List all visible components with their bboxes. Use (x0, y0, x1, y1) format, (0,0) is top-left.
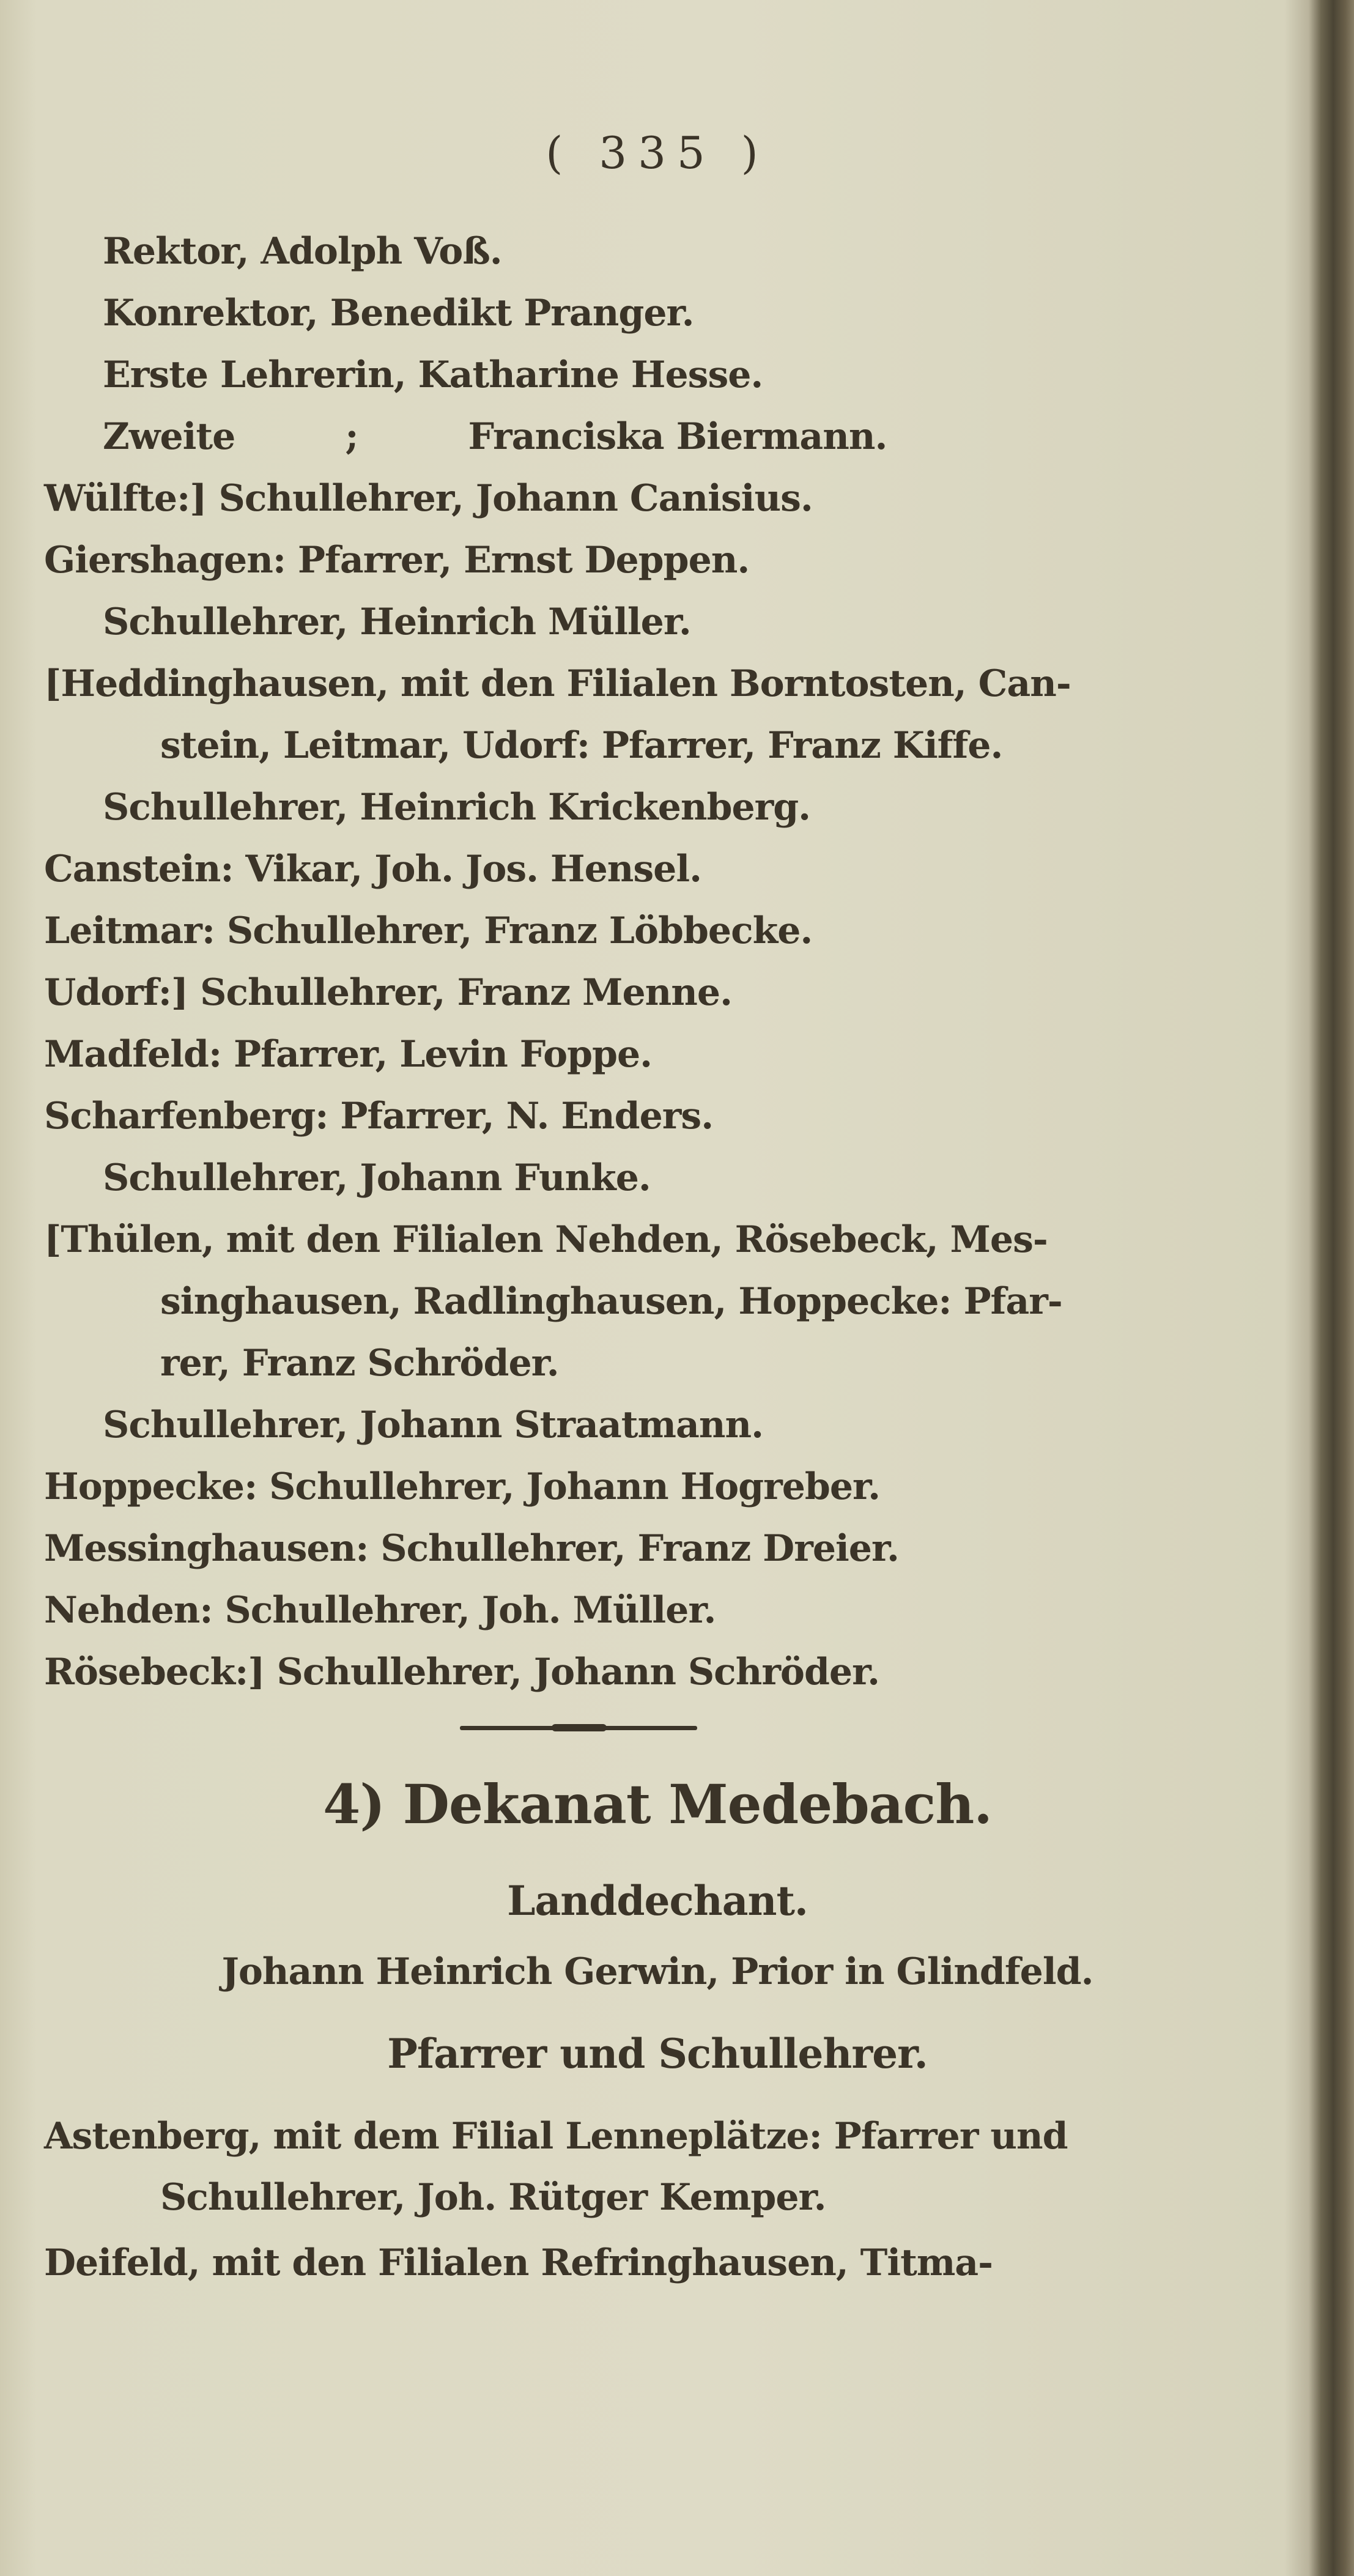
text-line: [Heddinghausen, mit den Filialen Borntosten, Can- (44, 662, 1071, 705)
text-line: stein, Leitmar, Udorf: Pfarrer, Franz Kiffe. (160, 724, 1003, 767)
dean-line: Johann Heinrich Gerwin, Prior in Glindfeld. (221, 1950, 1093, 1993)
text-line: Udorf:] Schullehrer, Franz Menne. (44, 971, 732, 1014)
text-line: Canstein: Vikar, Joh. Jos. Hensel. (44, 848, 702, 890)
text-line: Astenberg, mit dem Filial Lenneplätze: Pfarrer und (44, 2115, 1068, 2158)
text-line: Rektor, Adolph Voß. (103, 230, 502, 273)
text-line: Deifeld, mit den Filialen Refringhausen, Titma- (44, 2241, 993, 2284)
text-line: Madfeld: Pfarrer, Levin Foppe. (44, 1033, 653, 1076)
text-line: Hoppecke: Schullehrer, Johann Hogreber. (44, 1465, 881, 1508)
text-line: Schullehrer, Heinrich Krickenberg. (103, 786, 811, 829)
text-line: Schullehrer, Joh. Rütger Kemper. (160, 2176, 826, 2219)
text-line: Scharfenberg: Pfarrer, N. Enders. (44, 1095, 714, 1138)
text-line: Konrektor, Benedikt Pranger. (103, 292, 694, 335)
section-subheading: Pfarrer und Schullehrer. (387, 2030, 928, 2078)
text-line: Messinghausen: Schullehrer, Franz Dreier. (44, 1527, 899, 1570)
text-line: Wülfte:] Schullehrer, Johann Canisius. (44, 477, 813, 520)
section-divider (460, 1726, 697, 1730)
page-number: ( 335 ) (546, 127, 769, 179)
text-line: Leitmar: Schullehrer, Franz Löbbecke. (44, 909, 813, 952)
ditto-mark: ; (345, 415, 358, 458)
text-line: Schullehrer, Johann Funke. (103, 1157, 651, 1199)
text-line (103, 412, 887, 461)
section-title: 4) Dekanat Medebach. (323, 1772, 992, 1836)
text-line: Schullehrer, Johann Straatmann. (103, 1404, 763, 1446)
text-line: singhausen, Radlinghausen, Hoppecke: Pfar- (160, 1280, 1062, 1323)
text-line: [Thülen, mit den Filialen Nehden, Rösebeck, Mes- (44, 1218, 1048, 1261)
text-line: Giershagen: Pfarrer, Ernst Deppen. (44, 539, 750, 582)
text-line: Schullehrer, Heinrich Müller. (103, 601, 691, 643)
section-subtitle: Landdechant. (507, 1877, 808, 1925)
text-line-part: Franciska Biermann. (468, 415, 887, 458)
text-line: Rösebeck:] Schullehrer, Johann Schröder. (44, 1651, 880, 1693)
text-line: Nehden: Schullehrer, Joh. Müller. (44, 1589, 716, 1632)
text-line: rer, Franz Schröder. (160, 1342, 559, 1385)
text-line: Erste Lehrerin, Katharine Hesse. (103, 353, 763, 396)
text-line-part: Zweite (103, 415, 235, 458)
